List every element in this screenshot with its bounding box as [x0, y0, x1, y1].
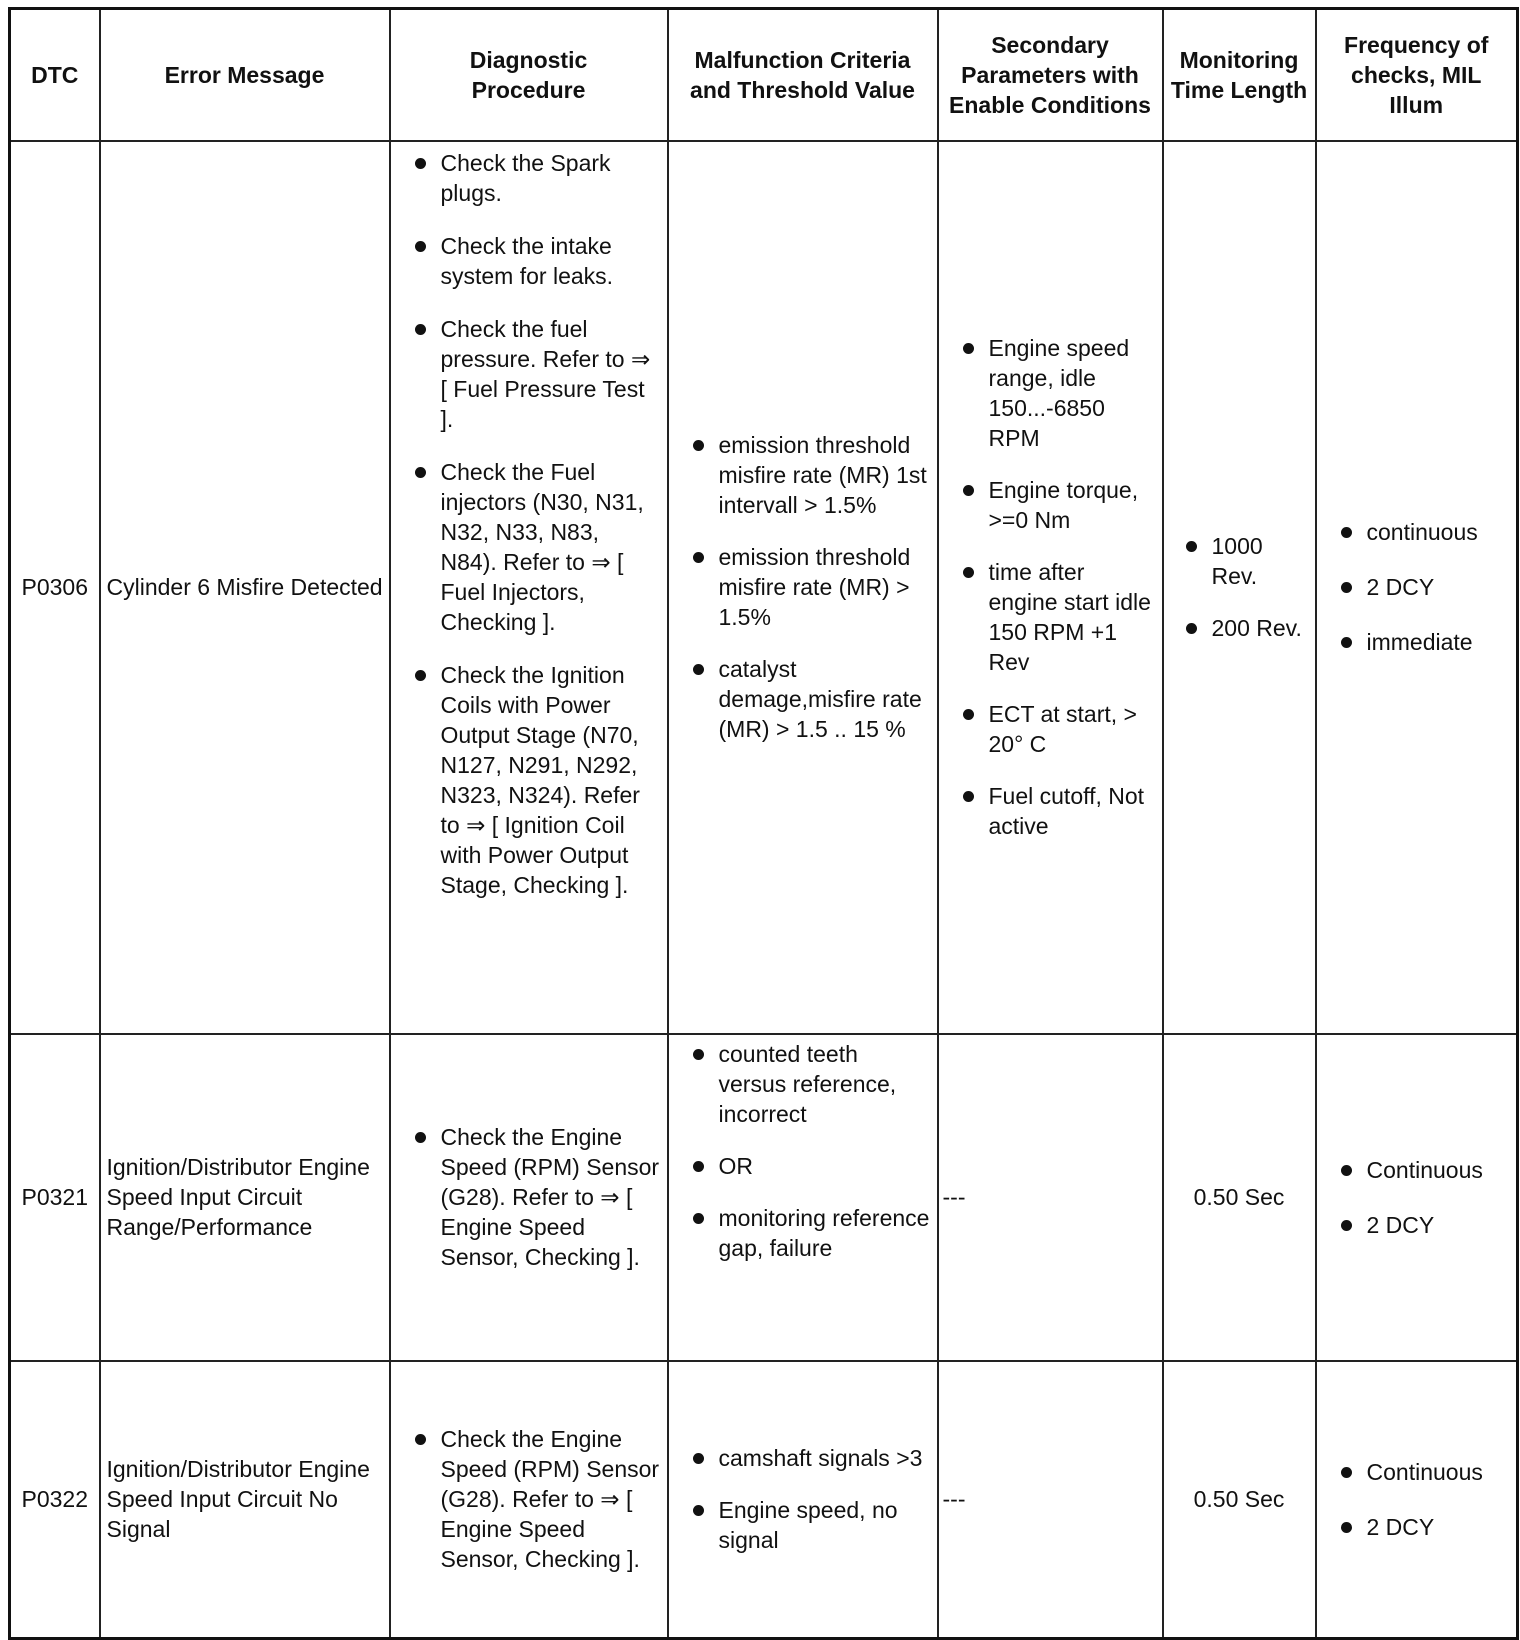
frequency: [1316, 141, 1518, 1034]
frequency-item: 2 DCY: [1335, 1210, 1513, 1240]
diagnostic-procedure: [390, 1034, 668, 1361]
frequency-item: 2 DCY: [1335, 1512, 1513, 1542]
procedure-item: Check the Engine Speed (RPM) Sensor (G28). Refer to ⇒ [ Engine Speed Sensor, Checking ].: [409, 1424, 661, 1574]
secondary-item: ECT at start, > 20° C: [957, 699, 1158, 759]
table-row: [10, 1361, 1518, 1639]
criteria-item: monitoring reference gap, failure: [687, 1203, 931, 1263]
frequency-item: Continuous: [1335, 1457, 1513, 1487]
frequency-list: [1335, 1457, 1513, 1542]
frequency-item: immediate: [1335, 627, 1513, 657]
header-diagnostic-procedure: Diagnostic Procedure: [390, 9, 668, 141]
header-secondary-parameters: Secondary Parameters with Enable Conditions: [938, 9, 1163, 141]
header-monitoring-time: Monitoring Time Length: [1163, 9, 1316, 141]
dtc-code: P0321: [10, 1034, 100, 1361]
criteria-item: emission threshold misfire rate (MR) 1st intervall > 1.5%: [687, 430, 931, 520]
procedure-list: [409, 148, 661, 900]
criteria-list: [687, 1039, 931, 1263]
header-malfunction-criteria: Malfunction Criteria and Threshold Value: [668, 9, 938, 141]
monitoring-time: [1163, 141, 1316, 1034]
frequency-list: [1335, 517, 1513, 657]
error-message: Ignition/Distributor Engine Speed Input Circuit Range/Performance: [100, 1034, 390, 1361]
diagnostic-procedure: [390, 1361, 668, 1639]
secondary-item: Fuel cutoff, Not active: [957, 781, 1158, 841]
dtc-code: P0322: [10, 1361, 100, 1639]
procedure-list: [409, 1122, 661, 1272]
monitoring-time: 0.50 Sec: [1163, 1034, 1316, 1361]
malfunction-criteria: [668, 141, 938, 1034]
procedure-item: Check the Ignition Coils with Power Output Stage (N70, N127, N291, N292, N323, N324). Refer to ⇒ [ Ignition Coil with Power Output Stage, Checking ].: [409, 660, 661, 900]
malfunction-criteria: [668, 1034, 938, 1361]
monitoring-list: [1180, 531, 1311, 643]
criteria-item: counted teeth versus reference, incorrect: [687, 1039, 931, 1129]
frequency-list: [1335, 1155, 1513, 1240]
frequency-item: continuous: [1335, 517, 1513, 547]
header-row: [10, 9, 1518, 141]
header-dtc: DTC: [10, 9, 100, 141]
criteria-item: camshaft signals >3: [687, 1443, 931, 1473]
procedure-item: Check the Engine Speed (RPM) Sensor (G28). Refer to ⇒ [ Engine Speed Sensor, Checking ].: [409, 1122, 661, 1272]
criteria-item: emission threshold misfire rate (MR) > 1.5%: [687, 542, 931, 632]
malfunction-criteria: [668, 1361, 938, 1639]
diagnostic-procedure: [390, 141, 668, 1034]
error-message: Cylinder 6 Misfire Detected: [100, 141, 390, 1034]
table-row: [10, 1034, 1518, 1361]
procedure-list: [409, 1424, 661, 1574]
frequency: [1316, 1361, 1518, 1639]
dtc-code: P0306: [10, 141, 100, 1034]
dtc-table: [8, 7, 1519, 1640]
secondary-item: Engine speed range, idle 150...-6850 RPM: [957, 333, 1158, 453]
monitoring-item: 1000 Rev.: [1180, 531, 1311, 591]
procedure-item: Check the intake system for leaks.: [409, 231, 661, 291]
criteria-list: [687, 1443, 931, 1555]
procedure-item: Check the Spark plugs.: [409, 148, 661, 208]
table-row: [10, 141, 1518, 1034]
secondary-item: Engine torque, >=0 Nm: [957, 475, 1158, 535]
monitoring-item: 200 Rev.: [1180, 613, 1311, 643]
secondary-item: time after engine start idle 150 RPM +1 Rev: [957, 557, 1158, 677]
header-frequency: Frequency of checks, MIL Illum: [1316, 9, 1518, 141]
criteria-item: OR: [687, 1151, 931, 1181]
page: [8, 7, 1519, 1640]
criteria-item: catalyst demage,misfire rate (MR) > 1.5 .. 15 %: [687, 654, 931, 744]
header-error-message: Error Message: [100, 9, 390, 141]
error-message: Ignition/Distributor Engine Speed Input Circuit No Signal: [100, 1361, 390, 1639]
frequency-item: 2 DCY: [1335, 572, 1513, 602]
secondary-parameters: ---: [938, 1361, 1163, 1639]
procedure-item: Check the fuel pressure. Refer to ⇒ [ Fuel Pressure Test ].: [409, 314, 661, 434]
criteria-list: [687, 430, 931, 744]
procedure-item: Check the Fuel injectors (N30, N31, N32, N33, N83, N84). Refer to ⇒ [ Fuel Injectors, Checking ].: [409, 457, 661, 637]
secondary-parameters: ---: [938, 1034, 1163, 1361]
secondary-parameters: [938, 141, 1163, 1034]
monitoring-time: 0.50 Sec: [1163, 1361, 1316, 1639]
secondary-list: [957, 333, 1158, 841]
frequency: [1316, 1034, 1518, 1361]
criteria-item: Engine speed, no signal: [687, 1495, 931, 1555]
frequency-item: Continuous: [1335, 1155, 1513, 1185]
